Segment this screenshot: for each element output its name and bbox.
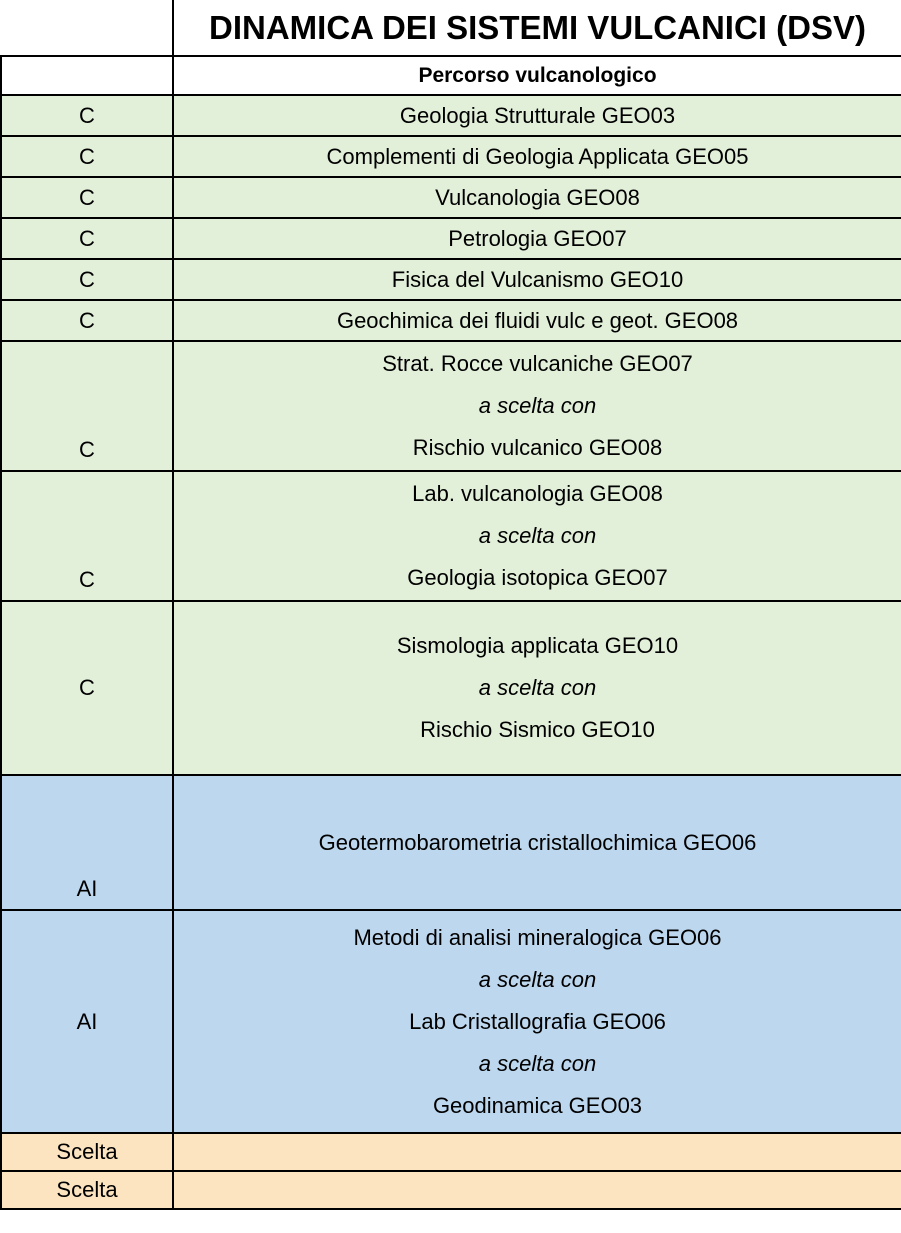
course-choice xyxy=(173,910,901,1133)
table-row xyxy=(1,95,901,136)
empty-cell xyxy=(1,0,173,56)
title-row xyxy=(1,0,901,56)
section-subtitle: Percorso vulcanologico xyxy=(173,56,901,95)
course-name: Complementi di Geologia Applicata GEO05 xyxy=(173,136,901,177)
empty-cell xyxy=(173,1171,901,1209)
row-code: AI xyxy=(1,910,173,1133)
choice-connector: a scelta con xyxy=(478,966,597,992)
table-row xyxy=(1,775,901,910)
choice-connector: a scelta con xyxy=(478,523,597,548)
row-code: C xyxy=(1,136,173,177)
row-code: Scelta xyxy=(1,1171,173,1209)
table-row xyxy=(1,1133,901,1171)
row-code: C xyxy=(1,177,173,218)
row-code: Scelta xyxy=(1,1133,173,1171)
table-row xyxy=(1,136,901,177)
course-name: Strat. Rocce vulcaniche GEO07 xyxy=(382,351,693,376)
course-name: Geodinamica GEO03 xyxy=(432,1092,643,1118)
course-name: Fisica del Vulcanismo GEO10 xyxy=(173,259,901,300)
table-row xyxy=(1,218,901,259)
table-row xyxy=(1,177,901,218)
table-row xyxy=(1,300,901,341)
page-title: DINAMICA DEI SISTEMI VULCANICI (DSV) xyxy=(173,0,901,56)
row-code: C xyxy=(1,471,173,601)
course-name: Lab. vulcanologia GEO08 xyxy=(412,481,663,506)
course-name: Lab Cristallografia GEO06 xyxy=(409,1008,666,1034)
course-choice xyxy=(173,471,901,601)
row-code: C xyxy=(1,259,173,300)
choice-connector: a scelta con xyxy=(478,393,597,418)
row-code: C xyxy=(1,601,173,775)
choice-connector: a scelta con xyxy=(478,1050,597,1076)
course-name: Geologia isotopica GEO07 xyxy=(407,565,668,590)
course-choice xyxy=(173,341,901,471)
course-name: Metodi di analisi mineralogica GEO06 xyxy=(353,924,722,950)
row-code: C xyxy=(1,218,173,259)
choice-connector: a scelta con xyxy=(478,675,597,700)
course-name: Geochimica dei fluidi vulc e geot. GEO08 xyxy=(173,300,901,341)
table-row xyxy=(1,910,901,1133)
table-row xyxy=(1,341,901,471)
row-code: C xyxy=(1,341,173,471)
course-name: Geotermobarometria cristallochimica GEO06 xyxy=(173,775,901,910)
course-name: Rischio Sismico GEO10 xyxy=(420,717,655,742)
table-row xyxy=(1,259,901,300)
subtitle-row xyxy=(1,56,901,95)
table-row xyxy=(1,471,901,601)
empty-cell xyxy=(1,56,173,95)
table-row xyxy=(1,1171,901,1209)
row-code: C xyxy=(1,95,173,136)
course-name: Vulcanologia GEO08 xyxy=(173,177,901,218)
empty-cell xyxy=(173,1133,901,1171)
course-name: Geologia Strutturale GEO03 xyxy=(173,95,901,136)
course-choice xyxy=(173,601,901,775)
course-name: Petrologia GEO07 xyxy=(173,218,901,259)
course-name: Sismologia applicata GEO10 xyxy=(396,633,679,658)
course-name: Rischio vulcanico GEO08 xyxy=(412,435,663,460)
row-code: C xyxy=(1,300,173,341)
row-code: AI xyxy=(1,775,173,910)
table-row xyxy=(1,601,901,775)
